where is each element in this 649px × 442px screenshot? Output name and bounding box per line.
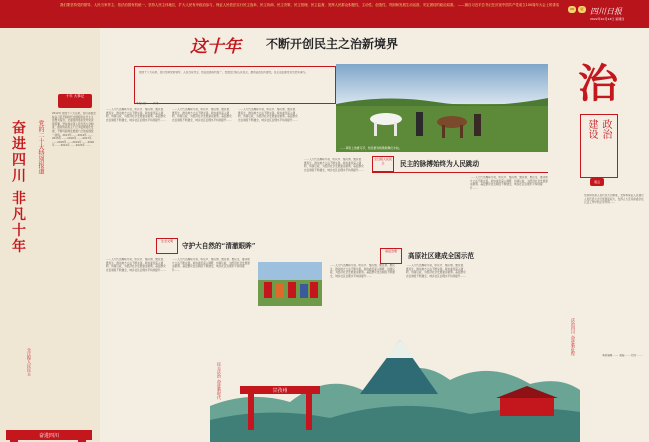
right-column xyxy=(554,28,649,442)
landscape-illustration xyxy=(210,310,580,442)
byline: 本报记者 …… 执笔 xyxy=(136,102,159,105)
intro-text: 党的十八大以来，四川坚持党的领导、人民当家作主、依法治国有机统一，发展全过程人民民主，推进法治四川建设，民主法治建设迈出坚实步伐。 xyxy=(139,71,308,74)
section-title-governance: 高原社区建成全国示范 xyxy=(408,252,474,260)
body-column-3: ……人大代表履职尽责，听民声、察民情、聚民智、惠民生，推动地方立法不断完善。政协委员深入调研，协商议政，为经济社会发展建言献策。基层群众自治制度不断健全，城乡社区治理水平持续提升…… xyxy=(238,108,298,122)
body-column-2: ……人大代表履职尽责，听民声、察民情、聚民智、惠民生，推动地方立法不断完善。政协委员深入调研，协商议政，为经济社会发展建言献策。基层群众自治制度不断健全，城乡社区治理水平持续提升…… xyxy=(172,108,232,122)
banner-quote-source: ——摘自习近平总书记在庆祝中国共产党成立100周年大会上的讲话 xyxy=(457,3,560,7)
body-column-5: ……人大代表履职尽责，听民声、察民情、聚民智、惠民生，推动地方立法不断完善。政协委员深入调研，协商议政，为经济社会发展建言献策。基层群众自治制度不断健全，城乡社区治理水平持续提升…… xyxy=(470,176,548,190)
landscape-vertical-label: 民主法治 奋进新时代 xyxy=(217,362,222,400)
right-vertical-label: 法治四川 奋进新征程 xyxy=(571,318,576,356)
headline-rest: 不断开创民主之治新境界 xyxy=(266,37,399,51)
right-body-text: 坚持和完善人民代表大会制度，支持和保证人民通过人民代表大会行使国家权力，发挥人大及其常委会在立法工作中的主导作用…… xyxy=(584,194,644,205)
headline-big: 这十年 xyxy=(190,37,241,57)
page-number-pill: 08 xyxy=(568,6,576,13)
section-kicker-ecology: 生态文明 xyxy=(156,238,178,254)
gate-illustration xyxy=(6,420,98,442)
left-title: 奋进四川 非凡十年 xyxy=(10,120,26,255)
body-column-7: ……人大代表履职尽责，听民声、察民情、聚民智、惠民生，推动地方立法不断完善。政协委员深入调研，协商议政，为经济社会发展建言献策。基层群众自治制度不断健全，城乡社区治理水平持续提升…… xyxy=(172,258,250,272)
second-photo xyxy=(258,262,322,306)
editor-credits: 本版编辑 …… 美编 …… 校对 …… xyxy=(602,354,643,357)
section-kicker-democracy: 全过程人民民主 xyxy=(372,156,394,172)
left-body-text: 2012年 党的十八大以来，四川省委坚持以习近平新时代中国特色社会主义思想为指导，全面贯彻落实党中央决策部署，坚持和完善人民代表大会制度，推进协商民主广泛多层制度化发展，不断巩固和发展最广泛的爱国统一战线。2013年 ……2014年 ……2015年 ……2016年 ……2017年 ……2018年 ……2019年 ……2020年 ……2021年 ……2022年 …… xyxy=(52,112,96,148)
top-banner xyxy=(0,0,649,28)
section-big-character: 治 xyxy=(578,60,618,107)
section-title-democracy: 民主的脉搏始终为人民跳动 xyxy=(400,160,480,168)
left-vertical-label: 全过程人民民主 xyxy=(27,348,32,376)
viewpoint-tag: 观点 xyxy=(590,178,604,186)
photo-caption: ……草原上的赛马节，牧民群众载歌载舞庆丰收。 xyxy=(340,146,402,150)
body-column-8: ……人大代表履职尽责，听民声、察民情、聚民智、惠民生，推动地方立法不断完善。政协委员深入调研，协商议政，为经济社会发展建言献策。基层群众自治制度不断健全，城乡社区治理水平持续提升…… xyxy=(330,264,395,278)
banner-quote-text: 我们要坚持党的领导、人民当家作主、依法治国有机统一，坚持人民主体地位，扩大人民有序政治参与，保证人民依法实行民主选举、民主协商、民主决策、民主管理、民主监督，发挥人民群众积极性、主动性、创造性，巩固和发展生动活泼、安定团结的政治局面。 xyxy=(60,3,457,7)
body-column-1: ……人大代表履职尽责，听民声、察民情、聚民智、惠民生，推动地方立法不断完善。政协委员深入调研，协商议政，为经济社会发展建言献策。基层群众自治制度不断健全，城乡社区治理水平持续提升…… xyxy=(106,108,166,122)
section-name-box xyxy=(580,114,618,178)
intro-box xyxy=(134,66,336,104)
body-column-4: ……人大代表履职尽责，听民声、察民情、聚民智、惠民生，推动地方立法不断完善。政协委员深入调研，协商议政，为经济社会发展建言献策。基层群众自治制度不断健全，城乡社区治理水平持续提升…… xyxy=(304,158,364,172)
left-badge: 十年 大事记 xyxy=(58,94,92,108)
left-column xyxy=(0,28,100,442)
section-title-ecology: 守护大自然的“清澈眼眸” xyxy=(182,242,256,250)
main-photo xyxy=(336,64,548,152)
left-subtitle: 党的二十大特别报道 xyxy=(37,120,44,174)
section-kicker-governance: 基层治理 xyxy=(380,248,402,264)
section-divider xyxy=(372,172,548,173)
masthead xyxy=(566,4,646,28)
banner-quote xyxy=(60,3,560,8)
section-name-1: 政治 xyxy=(600,119,611,139)
section-name-2: 建设 xyxy=(586,119,597,139)
newspaper-logo: 四川日报 xyxy=(590,7,622,16)
page-label-pill: 版 xyxy=(578,6,586,13)
issue-date: 2022年10月13日 星期四 xyxy=(590,17,625,21)
body-column-6: ……人大代表履职尽责，听民声、察民情、聚民智、惠民生，推动地方立法不断完善。政协委员深入调研，协商议政，为经济社会发展建言献策。基层群众自治制度不断健全，城乡社区治理水平持续提升…… xyxy=(106,258,166,272)
headline xyxy=(176,32,506,57)
gate-label: 奋进四川 xyxy=(38,433,60,439)
body-column-9: ……人大代表履职尽责，听民声、察民情、聚民智、惠民生，推动地方立法不断完善。政协委员深入调研，协商议政，为经济社会发展建言献策。基层群众自治制度不断健全，城乡社区治理水平持续提升…… xyxy=(406,264,466,278)
landscape-gate-label: 甘孜州 xyxy=(272,388,288,394)
